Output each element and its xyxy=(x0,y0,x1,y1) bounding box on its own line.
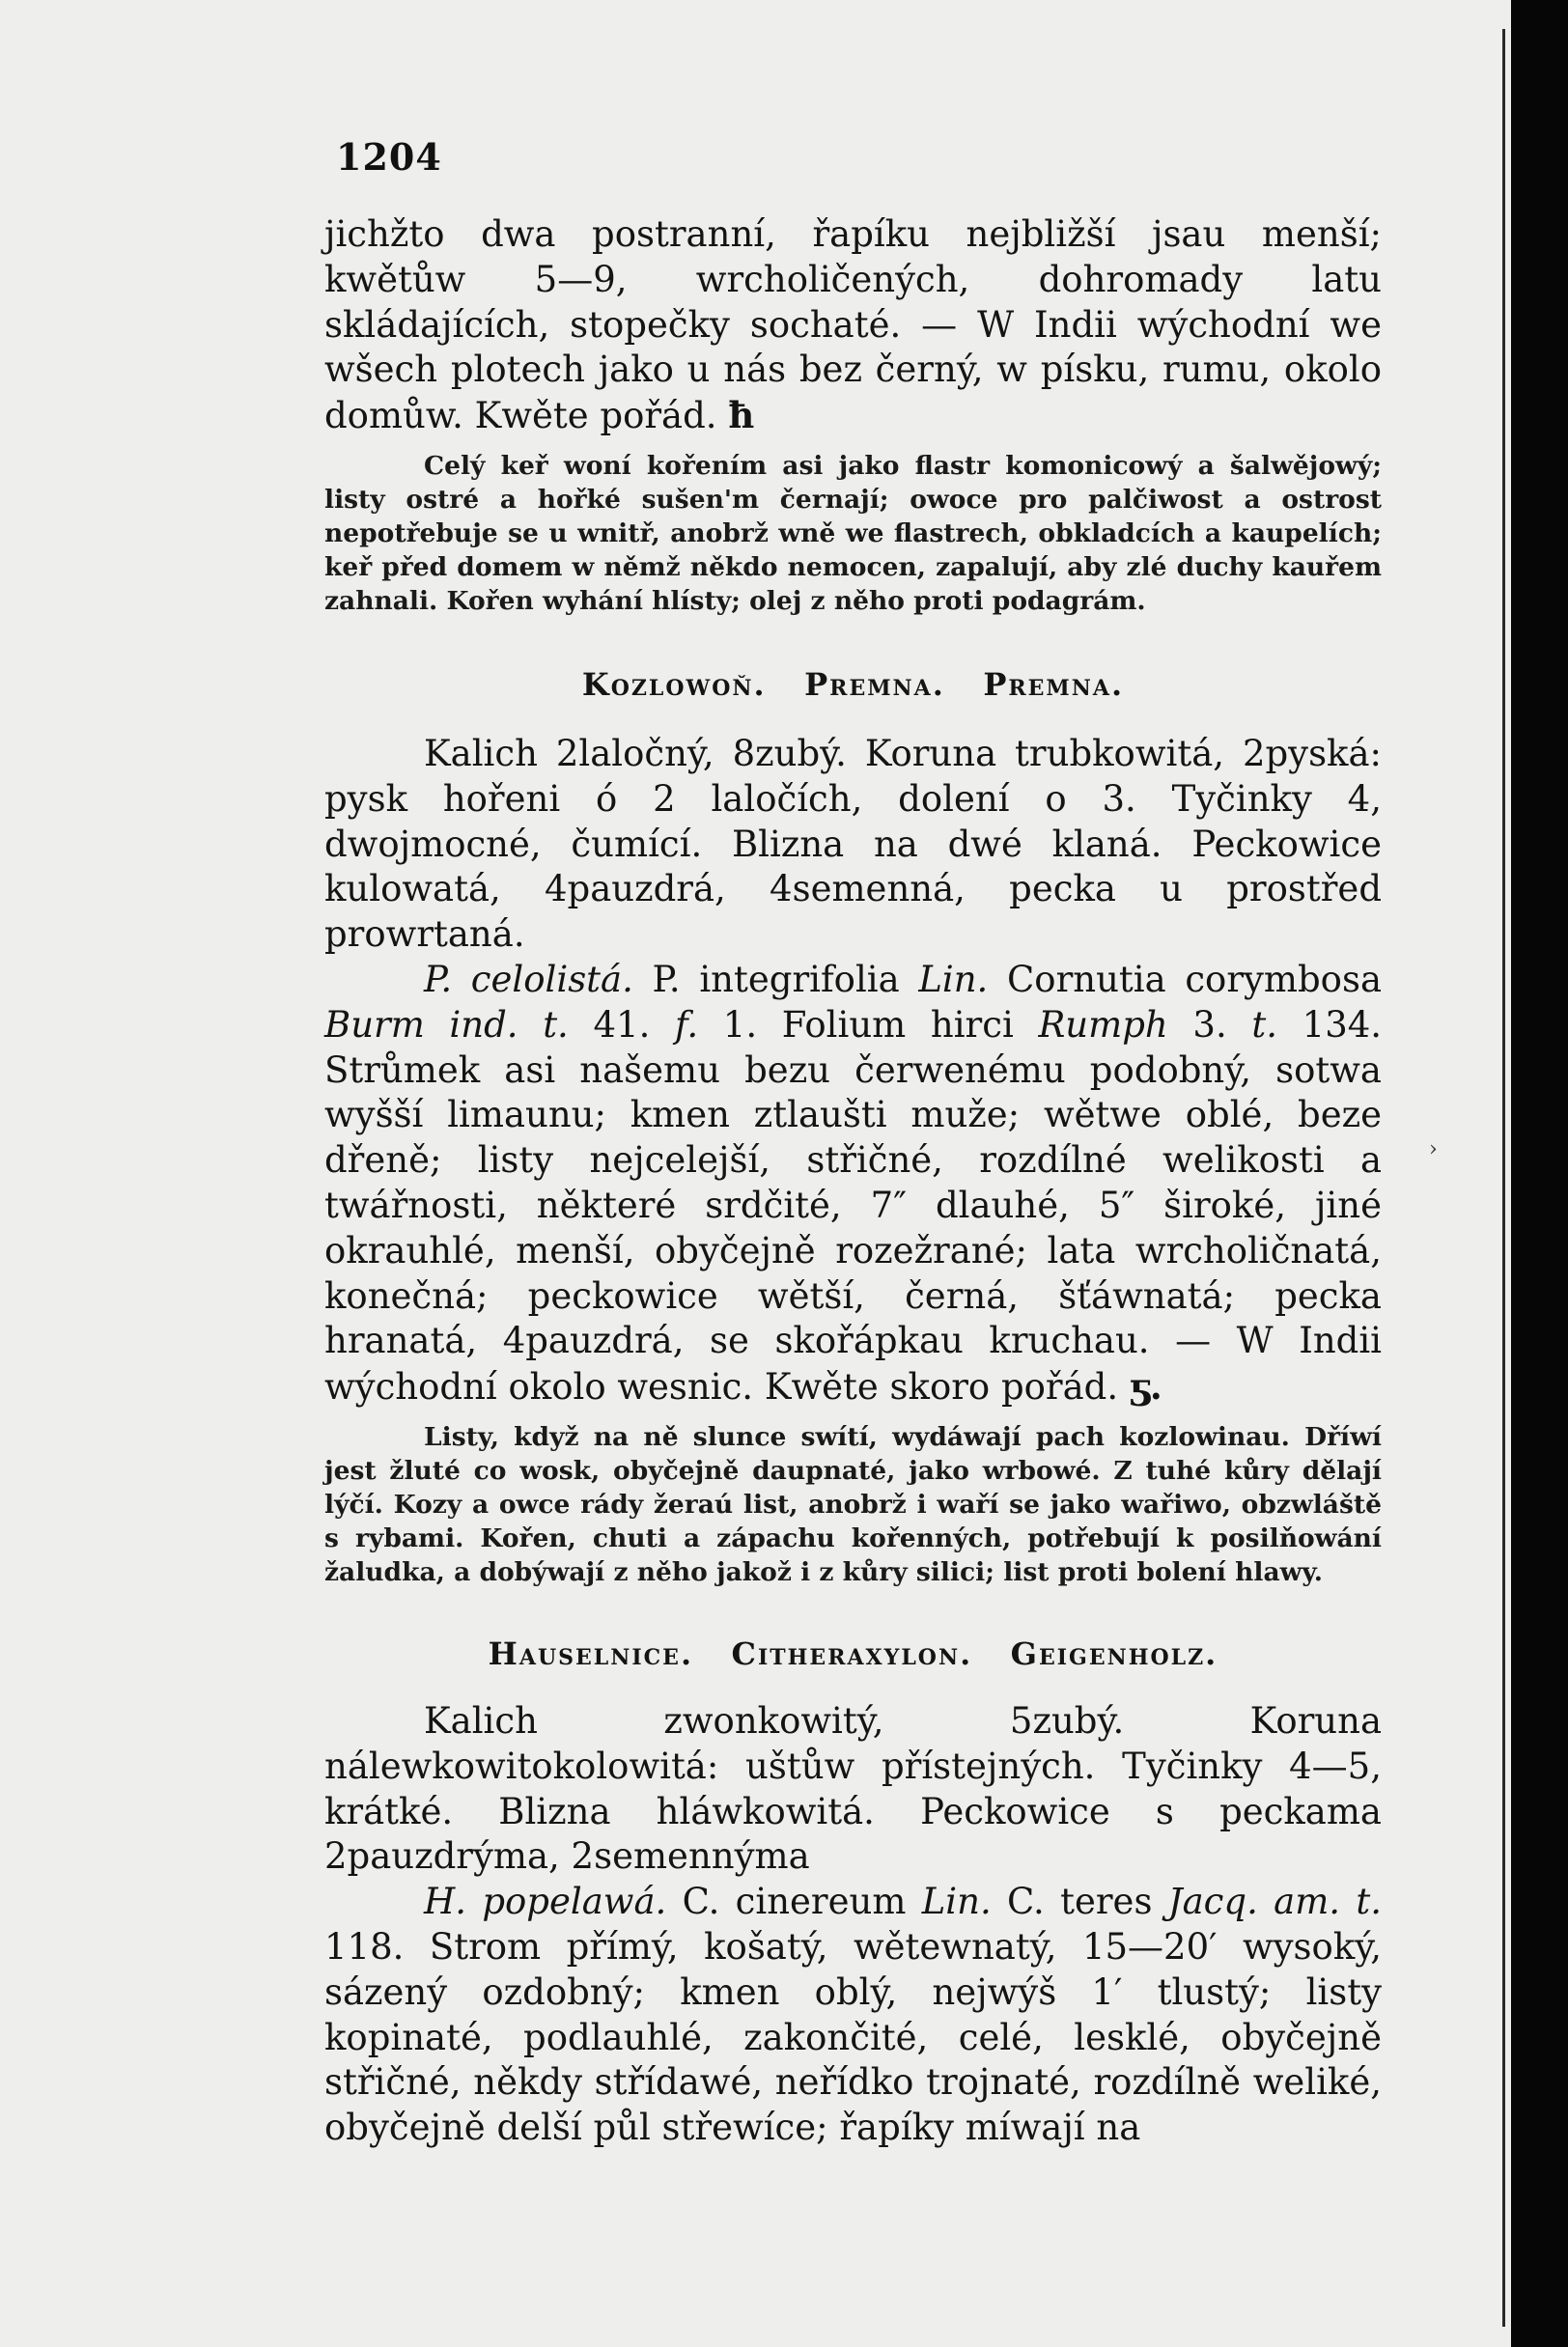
citharexylon-species-name: H. popelawá. xyxy=(424,1881,667,1923)
premna-author-3: Rumph xyxy=(1038,1003,1168,1046)
citharexylon-body-start: t. xyxy=(1356,1881,1382,1923)
intro-note: Celý keř woní kořením asi jako flastr komonicowý a šalwějowý; listy ostré a hořké sušen'm černají; owoce pro palčiwost a ostrost nepotřebuje se u wnitř, anobrž wně we flastrech, obkladcích a kaupelích; keř před domem w němž někdo nemocen, zapalují, aby zlé duchy kauřem zahnali. Kořen wyhání hlísty; olej z něho proti podagrám. xyxy=(324,450,1382,616)
premna-symbol: ƽ. xyxy=(1129,1365,1162,1409)
premna-author-2: Burm ind. t. xyxy=(324,1003,569,1046)
citharexylon-description: Kalich zwonkowitý, 5zubý. Koruna nálewkowitokolowitá: uštůw přístejných. Tyčinky 4—5, krátké. Blizna hláwkowitá. Peckowice s peckama 2pauzdrýma, 2semennýma xyxy=(324,1699,1382,1878)
page-number: 1204 xyxy=(336,135,442,179)
premna-ref-3: 1. Folium hirci xyxy=(722,1003,1014,1046)
premna-synonym-1: P. integrifolia xyxy=(652,958,900,1000)
premna-description: Kalich 2laločný, 8zubý. Koruna trubkowitá, 2pyská: pysk hořeni ó 2 laločích, dolení o 3. Tyčinky 4, dwojmocné, čumící. Blizna na dwé klaná. Peckowice kulowatá, 4pauzdrá, 4semenná, pecka u prostřed prowrtaná. xyxy=(324,732,1382,956)
premna-synonym-2: Cornutia corymbosa xyxy=(1006,958,1383,1000)
citharexylon-author-2: Jacq. am. xyxy=(1167,1881,1341,1923)
margin-mark: › xyxy=(1429,1137,1438,1161)
intro-paragraph xyxy=(324,212,1382,439)
page-content xyxy=(324,212,1382,2151)
citharexylon-heading-german: Geigenholz. xyxy=(1010,1635,1218,1672)
page-edge-line xyxy=(1502,29,1505,2327)
citharexylon-species-entry xyxy=(324,1880,1382,2151)
citharexylon-heading-czech: Hauselnice. xyxy=(488,1635,694,1672)
premna-fig: f. xyxy=(674,1003,699,1046)
citharexylon-heading-latin: Citheraxylon. xyxy=(731,1635,973,1672)
premna-heading-czech: Kozlowoň. xyxy=(581,665,767,703)
premna-body: 134. Strůmek asi našemu bezu čerwenému podobný, sotwa wyšší limaunu; kmen ztlaušti muže; wětwe oblé, beze dřeně; listy nejcelejší, střičné, rozdílné welikosti a twářnosti, některé srdčité, 7″ dlauhé, 5″ široké, jiné okrauhlé, menší, obyčejně rozežrané; lata wrcholičnatá, konečná; peckowice wětší, černá, šťáwnatá; pecka hranatá, 4pauzdrá, se skořápkau kruchau. — W Indii wýchodní okolo wesnic. Kwěte skoro pořád. xyxy=(324,1003,1383,1409)
premna-t: t. xyxy=(1251,1003,1278,1046)
premna-heading-latin: Premna. xyxy=(804,665,945,703)
scan-border xyxy=(1511,0,1568,2347)
citharexylon-author-1: Lin. xyxy=(921,1881,992,1923)
citharexylon-heading xyxy=(324,1635,1382,1672)
citharexylon-synonym-1: C. cinereum xyxy=(682,1881,907,1923)
premna-species-name: P. celolistá. xyxy=(424,958,633,1000)
citharexylon-body: 118. Strom přímý, košatý, wětewnatý, 15—20′ wysoký, sázený ozdobný; kmen oblý, nejwýš 1′ tlustý; listy kopinaté, podlauhlé, zakončité, celé, lesklé, obyčejně střičné, někdy střídawé, neřídko trojnaté, rozdílně weliké, obyčejně delší půl střewíce; řapíky míwají na xyxy=(324,1925,1382,2149)
premna-heading xyxy=(324,666,1382,703)
premna-ref-4: 3. xyxy=(1192,1003,1227,1046)
premna-species-entry xyxy=(324,958,1382,1411)
premna-heading-german: Premna. xyxy=(983,665,1125,703)
premna-ref-2: 41. xyxy=(593,1003,651,1046)
premna-author-1: Lin. xyxy=(918,958,989,1000)
citharexylon-synonym-2: C. teres xyxy=(1007,1881,1153,1923)
intro-text: jichžto dwa postranní, řapíku nejbližší jsau menší; kwětůw 5—9, wrcholičených, dohromady latu skládajících, stopečky sochaté. — W Indii wýchodní we wšech plotech jako u nás bez černý, w písku, rumu, okolo domůw. Kwěte pořád. xyxy=(324,213,1382,437)
premna-note: Listy, když na ně slunce swítí, wydáwají pach kozlowinau. Dříwí jest žluté co wosk, obyčejně daupnaté, jako wrbowé. Z tuhé kůry dělají lýčí. Kozy a owce rády žeraú list, anobrž i waří se jako wařiwo, obzwláště s rybami. Kořen, chuti a zápachu kořenných, potřebují k posilňowání žaludka, a dobýwají z něho jakož i z kůry silici; list proti bolení hlawy. xyxy=(324,1421,1382,1587)
shrub-symbol: ħ xyxy=(728,394,755,437)
